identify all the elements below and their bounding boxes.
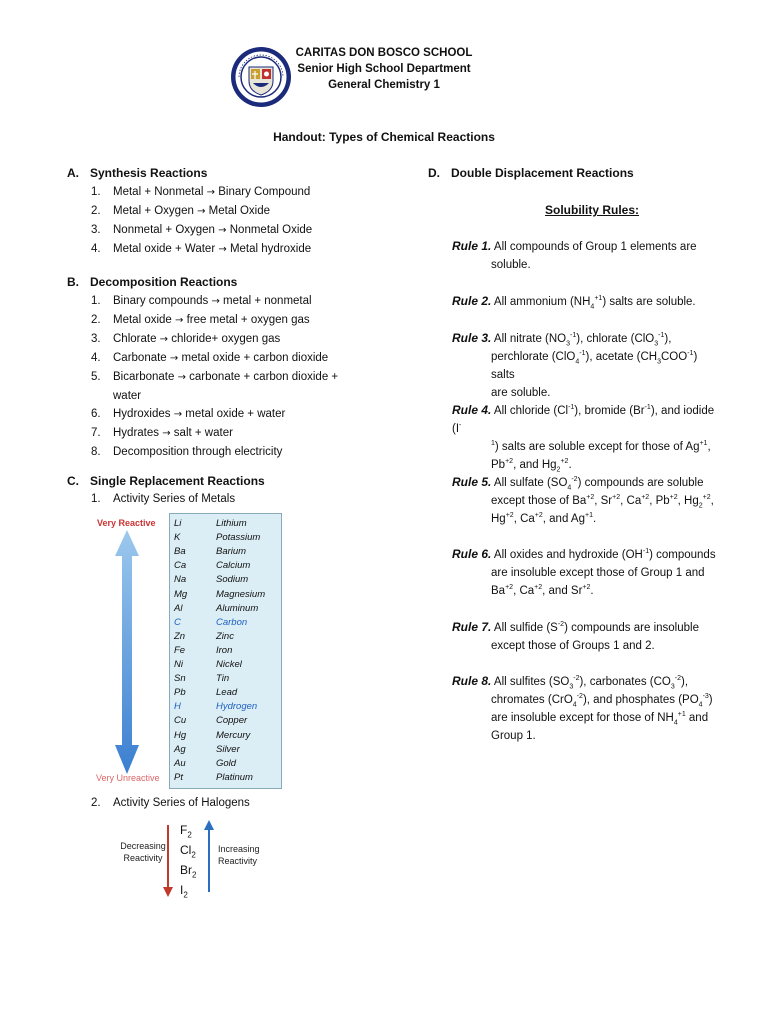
halogen-element: $Br_2$: [180, 863, 197, 880]
element-name: Silver: [216, 743, 240, 755]
arrow-icon: →: [159, 334, 169, 345]
element-symbol: Zn: [174, 630, 186, 642]
very-reactive-label: Very Reactive: [97, 518, 156, 528]
section-c-heading: [67, 474, 265, 488]
list-item: 3. Chlorate → chloride+ oxygen gas: [91, 333, 281, 345]
element-symbol: C: [174, 616, 181, 628]
arrow-icon: →: [173, 409, 183, 420]
element-name: Zinc: [216, 630, 234, 642]
decomposition-list: [91, 292, 361, 461]
halogen-element: $Cl_2$: [180, 843, 196, 860]
arrow-icon: →: [162, 428, 171, 439]
element-name: Sodium: [216, 574, 249, 586]
rule-item: Rule 3. All nitrate $(NO_3^{-1})$, chlorate (ClO$_3^{-1}$), perchlorate (ClO$_4^{-1}$), acetate $(CH_3COO^{-1})$ salts are soluble.: [452, 331, 698, 399]
reactivity-arrow-icon: [112, 530, 142, 775]
list-item: 2. Activity Series of Halogens: [91, 797, 250, 809]
arrow-icon: →: [177, 372, 186, 383]
section-title: Synthesis Reactions: [90, 166, 208, 180]
arrow-icon: →: [218, 225, 227, 236]
section-d-heading: [428, 166, 634, 180]
list-item: 3. Nonmetal + Oxygen → Nonmetal Oxide: [91, 224, 313, 236]
element-name: Mercury: [216, 729, 251, 741]
element-symbol: K: [174, 532, 181, 544]
solubility-rules-heading: Solubility Rules:: [545, 203, 640, 217]
section-letter: B.: [67, 275, 79, 289]
element-symbol: H: [174, 701, 181, 713]
arrow-icon: →: [197, 206, 206, 217]
activity-series-table: [169, 513, 282, 789]
list-item: 6. Hydroxides → metal oxide + water: [91, 408, 286, 420]
list-item: 2. Metal + Oxygen → Metal Oxide: [91, 205, 271, 217]
rule-label: Rule 1.: [452, 239, 492, 253]
list-item: 5. Bicarbonate → carbonate + carbon dioxide + water: [91, 371, 339, 402]
list-item: 2. Metal oxide → free metal + oxygen gas: [91, 314, 310, 326]
rule-label: Rule 2.: [452, 294, 492, 308]
element-name: Aluminum: [216, 602, 259, 614]
rule-item: Rule 5. All sulfate $(SO_4^{-2})$ compounds are soluble except those of $Ba^{+2}$, $Sr^{+2}$, $Ca^{+2}$, $Pb^{+2}$, $Hg_2^{+2}$, $Hg^{+2}$, $Ca^{+2}$, and $Ag^{+1}$.: [452, 475, 714, 525]
decreasing-reactivity-label: Decreasing Reactivity: [120, 841, 166, 863]
element-name: Magnesium: [216, 588, 266, 600]
element-name: Tin: [216, 673, 230, 685]
arrow-icon: →: [175, 315, 184, 326]
element-name: Copper: [216, 715, 248, 727]
very-unreactive-label: Very Unreactive: [96, 773, 160, 783]
rule-label: Rule 8.: [452, 674, 492, 688]
element-name: Calcium: [216, 560, 251, 572]
element-symbol: Ca: [174, 560, 187, 572]
element-name: Platinum: [216, 771, 253, 783]
element-symbol: Ag: [174, 743, 186, 755]
element-symbol: Au: [174, 757, 186, 769]
element-name: Potassium: [216, 532, 261, 544]
element-name: Hydrogen: [216, 701, 258, 713]
section-title: Decomposition Reactions: [90, 275, 238, 289]
rule-label: Rule 6.: [452, 547, 492, 561]
halogen-element: $I_2$: [180, 883, 188, 900]
element-name: Lead: [216, 687, 238, 699]
school-name: CARITAS DON BOSCO SCHOOL: [295, 47, 473, 59]
element-symbol: Sn: [174, 673, 186, 685]
rule-label: Rule 3.: [452, 331, 492, 345]
rule-label: Rule 7.: [452, 620, 492, 634]
element-symbol: Al: [174, 602, 183, 614]
synthesis-list: [91, 183, 391, 259]
element-symbol: Hg: [174, 729, 187, 741]
rule-item: Rule 2. All ammonium $(NH_4^{+1})$ salts are soluble.: [452, 294, 696, 311]
element-symbol: Ba: [174, 546, 186, 558]
list-item: 1. Activity Series of Metals: [91, 493, 236, 505]
element-symbol: Na: [174, 574, 187, 586]
halogen-elements: [180, 820, 196, 900]
rule-item: Rule 8. All sulfites $(SO_3^{-2})$, carbonates $(CO_3^{-2})$, chromates (CrO$_4^{-2}$), and phosphates $(PO_4^{-3})$ are insoluble except for those of $NH_4^{+1}$ and Group 1.: [452, 674, 713, 742]
element-name: Gold: [216, 757, 237, 769]
element-name: Barium: [216, 546, 247, 558]
rule-item: Rule 6. All oxides and hydroxide $(OH^{-1})$ compounds are insoluble except those of Group 1 and $Ba^{+2}$, $Ca^{+2}$, and $Sr^{+2}$.: [452, 547, 716, 597]
element-symbol: Ni: [174, 659, 183, 670]
rule-item: Rule 1. All compounds of Group 1 elements are soluble.: [452, 239, 697, 271]
single-replacement-sub1: [91, 490, 351, 508]
element-symbol: Li: [174, 518, 182, 529]
list-item: 4. Metal oxide + Water → Metal hydroxide: [91, 243, 312, 255]
rule-item: Rule 7. All sulfide $(S^{-2})$ compounds are insoluble except those of Groups 1 and 2.: [452, 620, 699, 652]
element-symbol: Mg: [174, 588, 188, 600]
single-replacement-sub2: [91, 794, 351, 812]
element-name: Carbon: [216, 616, 248, 628]
handout-title: Handout: Types of Chemical Reactions: [273, 130, 495, 144]
element-name: Iron: [216, 644, 233, 656]
increasing-reactivity-label: Increasing Reactivity: [218, 844, 260, 866]
element-symbol: Cu: [174, 715, 187, 727]
list-item: 7. Hydrates → salt + water: [91, 427, 233, 439]
section-title: Single Replacement Reactions: [90, 474, 265, 488]
arrow-icon: →: [206, 187, 216, 198]
department-name: Senior High School Department: [297, 63, 471, 75]
section-letter: A.: [67, 166, 79, 180]
arrow-icon: →: [211, 296, 220, 307]
rule-label: Rule 4.: [452, 403, 492, 417]
element-name: Nickel: [216, 659, 242, 670]
rule-label: Rule 5.: [452, 475, 492, 489]
arrow-icon: →: [218, 244, 227, 255]
arrow-icon: →: [169, 353, 179, 364]
element-symbol: Pt: [174, 771, 183, 783]
element-name: Lithium: [216, 518, 247, 529]
section-b-heading: [67, 275, 237, 289]
list-item: 8. Decomposition through electricity: [91, 446, 283, 458]
rule-item: Rule 4. All chloride $(Cl^{-1})$, bromide $(Br^{-1})$, and iodide (I- $^1$) salts are soluble except for those of $Ag^{+1}$, $Pb^{+2}$, and $Hg_2^{+2}$.: [452, 403, 715, 474]
down-arrow-icon: [162, 825, 174, 897]
section-title: Double Displacement Reactions: [451, 166, 634, 180]
course-name: General Chemistry 1: [328, 79, 440, 91]
element-symbol: Fe: [174, 644, 186, 656]
halogen-series-figure: [112, 815, 272, 900]
list-item: 1. Binary compounds → metal + nonmetal: [91, 295, 312, 307]
section-a-heading: [67, 166, 207, 180]
up-arrow-icon: [203, 820, 215, 892]
section-letter: C.: [67, 474, 79, 488]
element-symbol: Pb: [174, 687, 186, 699]
list-item: 4. Carbonate → metal oxide + carbon dioxide: [91, 352, 329, 364]
halogen-element: $F_2$: [180, 823, 192, 840]
list-item: 1. Metal + Nonmetal → Binary Compound: [91, 186, 311, 198]
section-letter: D.: [428, 166, 440, 180]
